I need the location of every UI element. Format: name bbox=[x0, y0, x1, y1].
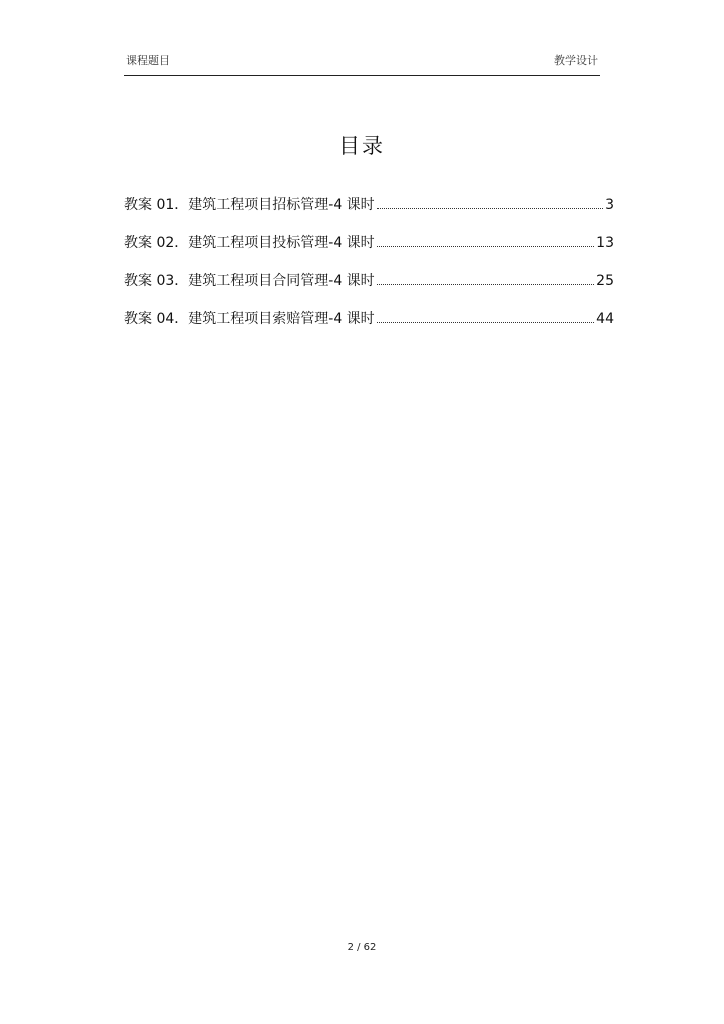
page-header bbox=[124, 50, 600, 76]
toc-entry[interactable] bbox=[124, 194, 614, 232]
toc-leader-dots bbox=[377, 321, 594, 323]
header-course-title: 课程题目 bbox=[126, 54, 170, 67]
toc-leader-dots bbox=[377, 245, 594, 247]
toc-entry-page: 44 bbox=[596, 311, 614, 327]
page-number-footer: 2 / 62 bbox=[347, 942, 377, 953]
toc-entry-label: 教案 02．建筑工程项目投标管理-4 课时 bbox=[124, 235, 375, 251]
toc-leader-dots bbox=[377, 207, 603, 209]
toc-entry-label: 教案 03．建筑工程项目合同管理-4 课时 bbox=[124, 273, 375, 289]
toc-title: 目录 bbox=[339, 134, 385, 158]
toc-entry[interactable] bbox=[124, 232, 614, 270]
toc-entry-label: 教案 01．建筑工程项目招标管理-4 课时 bbox=[124, 197, 375, 213]
toc-entry-page: 3 bbox=[605, 197, 614, 213]
toc-list bbox=[124, 194, 614, 346]
toc-entry-page: 13 bbox=[596, 235, 614, 251]
toc-entry-page: 25 bbox=[596, 273, 614, 289]
toc-entry[interactable] bbox=[124, 270, 614, 308]
toc-entry[interactable] bbox=[124, 308, 614, 346]
toc-leader-dots bbox=[377, 283, 594, 285]
header-doc-type: 教学设计 bbox=[554, 54, 598, 67]
toc-entry-label: 教案 04．建筑工程项目索赔管理-4 课时 bbox=[124, 311, 375, 327]
